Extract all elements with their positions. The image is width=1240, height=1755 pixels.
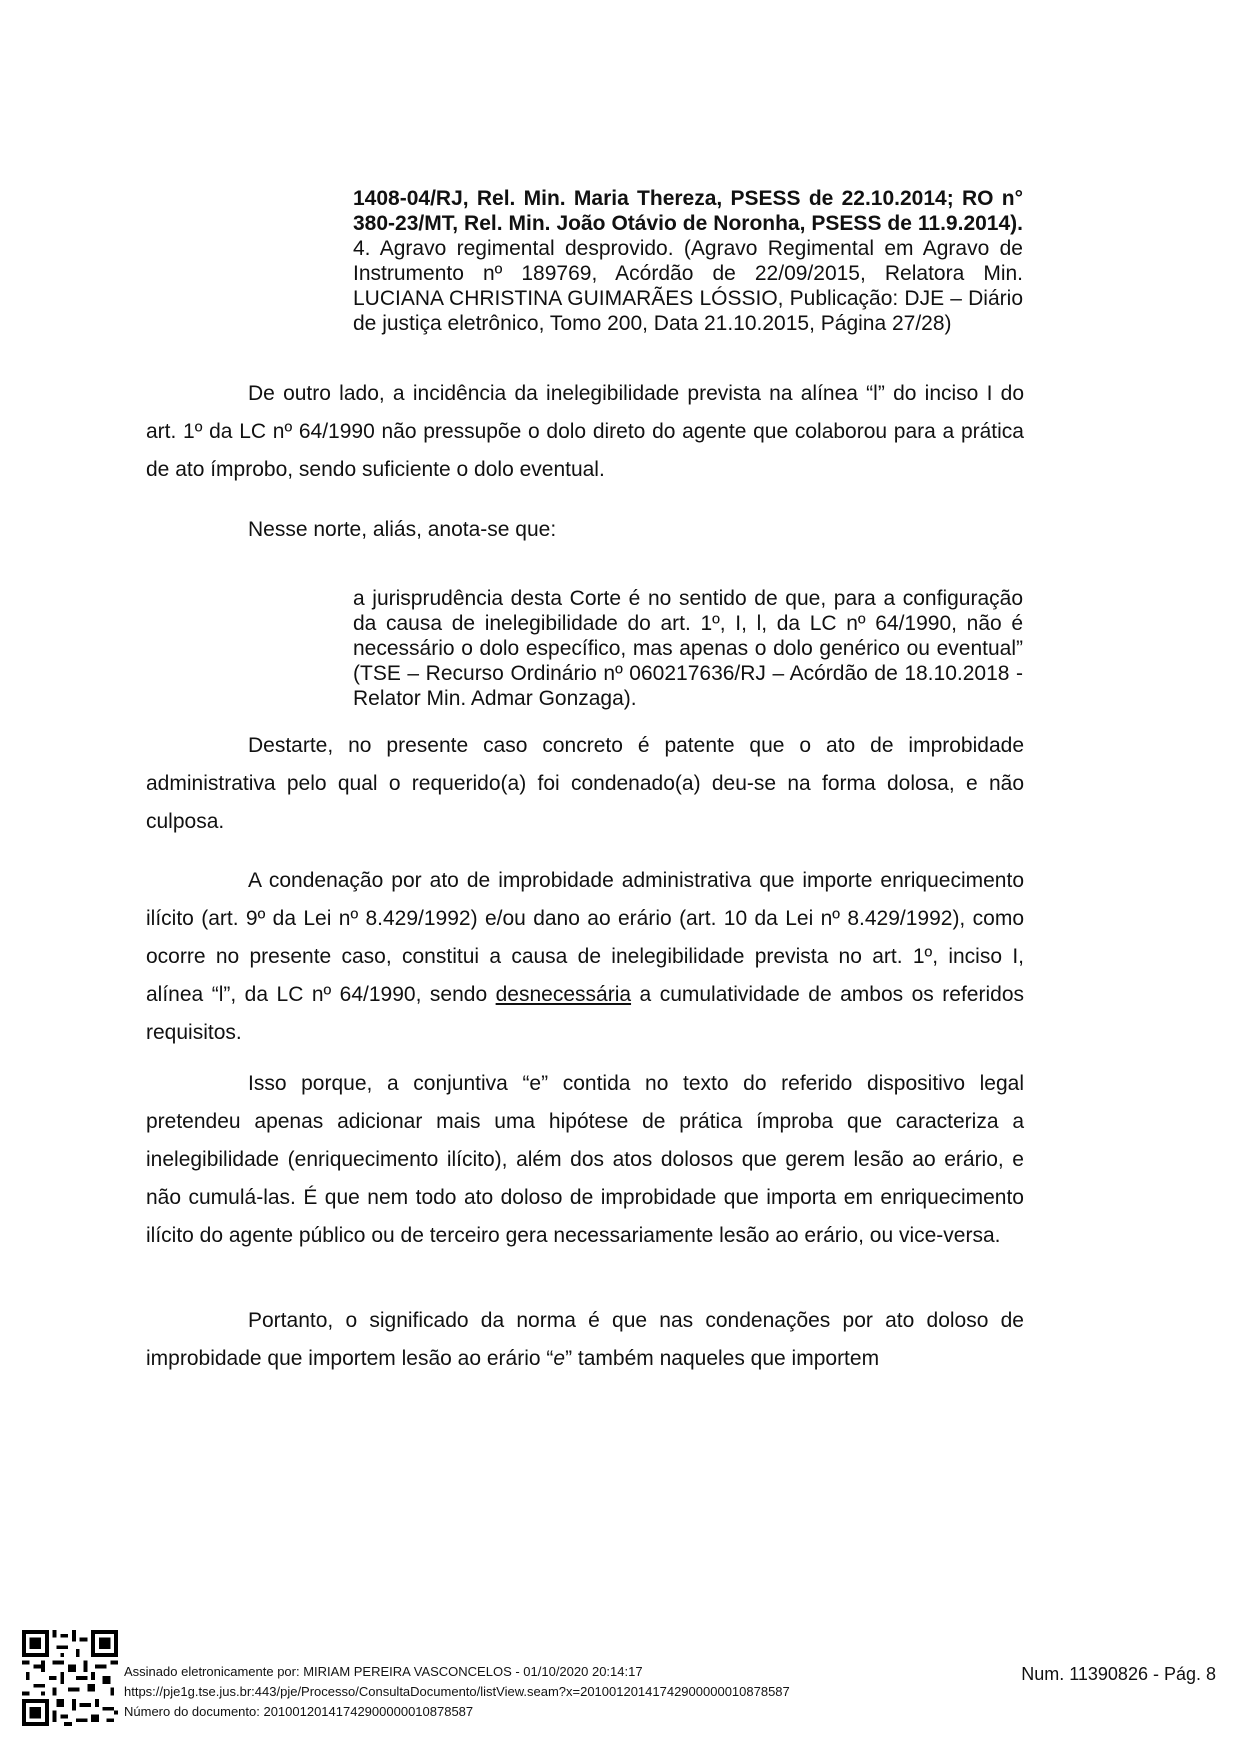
- paragraph-6-text-b: ” também naqueles que importem: [565, 1347, 880, 1370]
- quote-block-2: a jurisprudência desta Corte é no sentido de que, para a configuração da causa de inelegibilidade do art. 1º, I, l, da LC nº 64/1990, não é necessário o dolo específico, mas apenas o dolo genérico ou eventual” (TSE – Recurso Ordinário nº 060217636/RJ – Acórdão de 18.10.2018 -Relator Min. Admar Gonzaga).: [353, 587, 1023, 710]
- paragraph-3-text: Destarte, no presente caso concreto é patente que o ato de improbidade administrativa pelo qual o requerido(a) foi condenado(a) deu-se na forma dolosa, e não culposa.: [146, 734, 1024, 833]
- paragraph-3: [146, 727, 1024, 841]
- paragraph-2: Nesse norte, aliás, anota-se que:: [248, 518, 557, 541]
- paragraph-6: [146, 1302, 1024, 1378]
- paragraph-6-text-a: Portanto, o significado da norma é que nas condenações por ato doloso de improbidade que importem lesão ao erário “: [146, 1309, 1024, 1370]
- paragraph-4: [146, 862, 1024, 1052]
- paragraph-1: De outro lado, a incidência da inelegibilidade prevista na alínea “l” do inciso I do art. 1º da LC nº 64/1990 não pressupõe o dolo direto do agente que colaborou para a prática de ato ímprobo, sendo suficiente o dolo eventual.: [146, 382, 1024, 481]
- italic-e: e: [553, 1347, 566, 1370]
- paragraph-4-text-b: a cumulatividade de ambos os referidos requisitos.: [146, 983, 1024, 1044]
- footer-url: https://pje1g.tse.jus.br:443/pje/Processo/ConsultaDocumento/listView.seam?x=20100120141742900000010878587: [124, 1684, 790, 1699]
- footer-signed-by: Assinado eletronicamente por: MIRIAM PEREIRA VASCONCELOS - 01/10/2020 20:14:17: [124, 1664, 643, 1679]
- quote-1-text: 4. Agravo regimental desprovido. (Agravo Regimental em Agravo de Instrumento nº 189769, Acórdão de 22/09/2015, Relatora Min. LUCIANA CHRISTINA GUIMARÃES LÓSSIO, Publicação: DJE – Diário de justiça eletrônico, Tomo 200, Data 21.10.2015, Página 27/28): [353, 237, 1023, 335]
- quote-block-1: [353, 186, 1023, 336]
- quote-1-bold-text: 1408-04/RJ, Rel. Min. Maria Thereza, PSESS de 22.10.2014; RO n° 380-23/MT, Rel. Min. João Otávio de Noronha, PSESS de 11.9.2014).: [353, 187, 1023, 235]
- paragraph-5: Isso porque, a conjuntiva “e” contida no texto do referido dispositivo legal pretendeu apenas adicionar mais uma hipótese de prática ímproba que caracteriza a inelegibilidade (enriquecimento ilícito), além dos atos dolosos que gerem lesão ao erário, e não cumulá-las. É que nem todo ato doloso de improbidade que importa em enriquecimento ilícito do agente público ou de terceiro gera necessariamente lesão ao erário, ou vice-versa.: [146, 1072, 1024, 1247]
- underlined-word: desnecessária: [495, 983, 632, 1006]
- footer-document-number: Número do documento: 20100120141742900000010878587: [124, 1704, 474, 1719]
- paragraph-4-text-a: A condenação por ato de improbidade administrativa que importe enriquecimento ilícito (art. 9º da Lei nº 8.429/1992) e/ou dano ao erário (art. 10 da Lei nº 8.429/1992), como ocorre no presente caso, constitui a causa de inelegibilidade prevista no art. 1º, inciso I, alínea “l”, da LC nº 64/1990, sendo: [146, 869, 1024, 1006]
- qr-code-icon: [22, 1630, 118, 1726]
- page-number: Num. 11390826 - Pág. 8: [1021, 1664, 1216, 1684]
